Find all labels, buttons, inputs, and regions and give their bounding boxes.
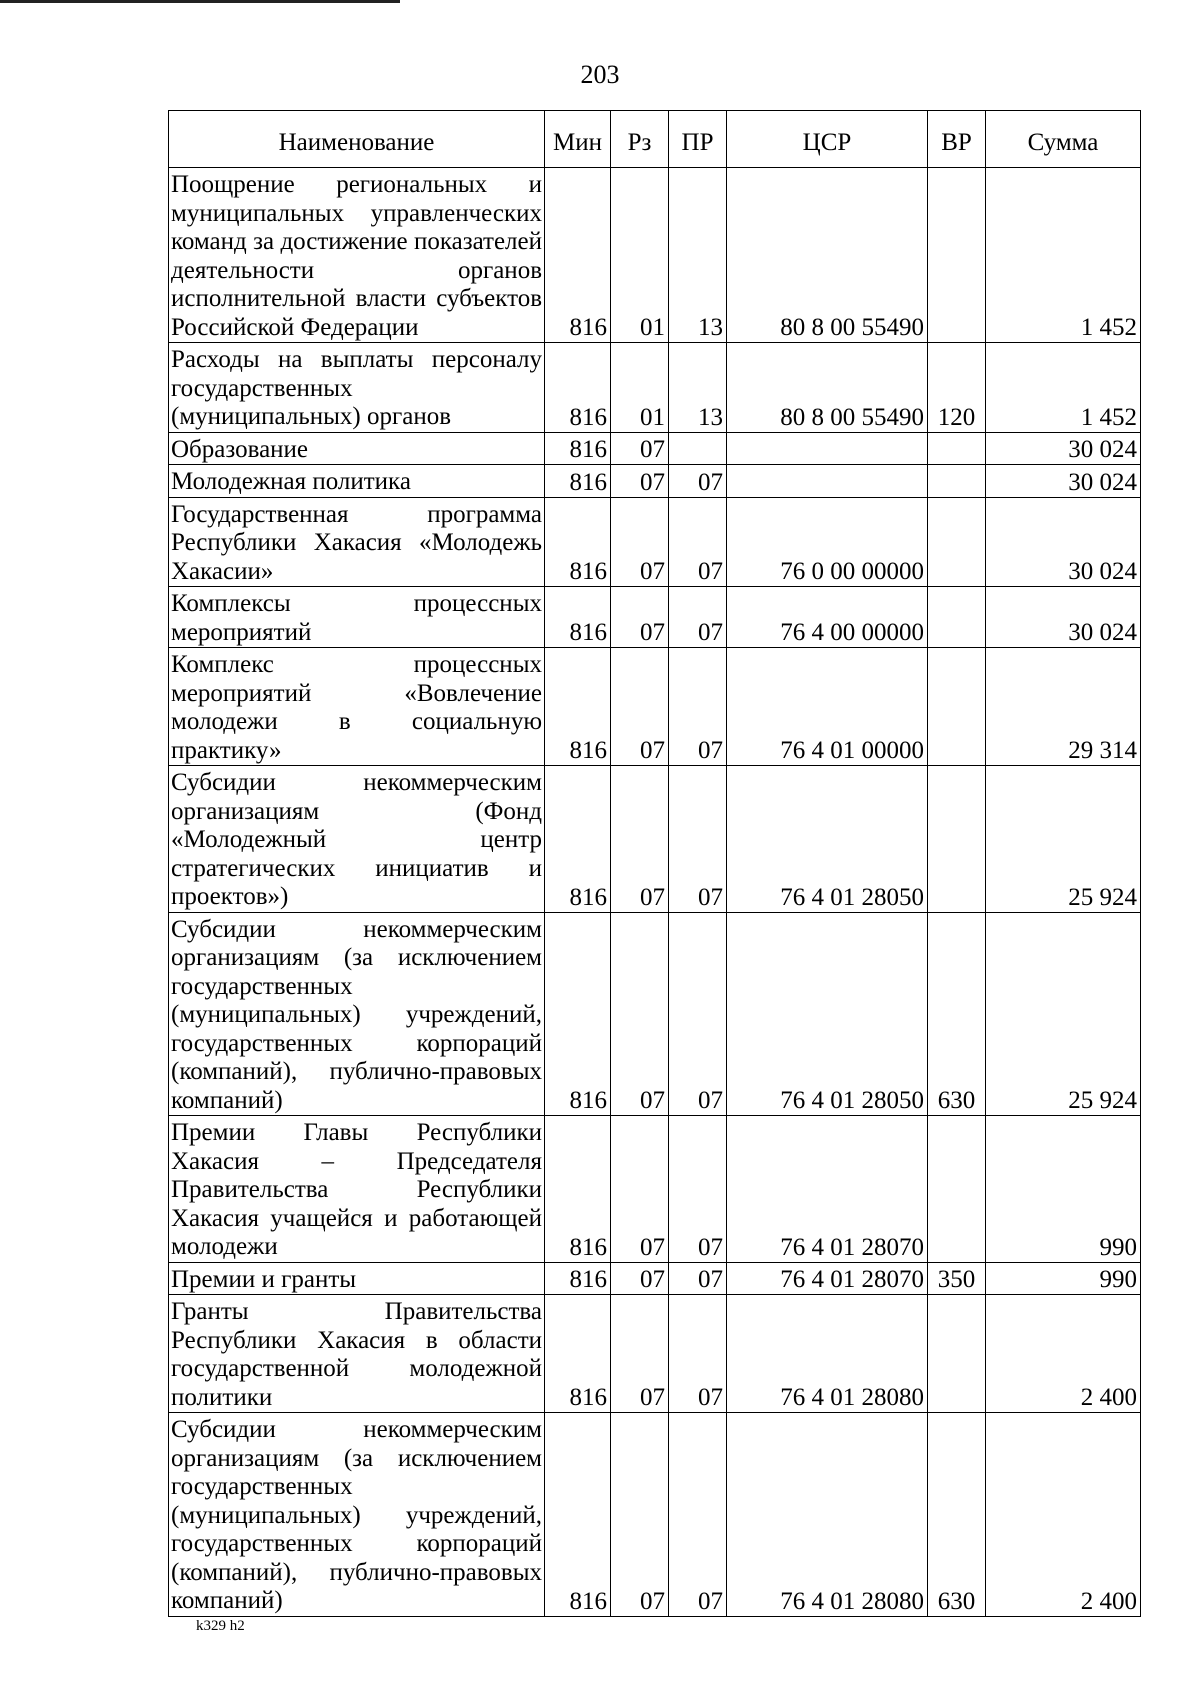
table-row	[169, 1116, 1141, 1263]
row-vr: 120	[928, 343, 986, 433]
col-header-vr: ВР	[928, 111, 986, 168]
row-csr: 76 4 01 28050	[727, 766, 928, 913]
footer-code: k329 h2	[196, 1618, 245, 1634]
row-rz: 07	[611, 432, 669, 465]
row-csr: 76 4 01 28080	[727, 1413, 928, 1617]
col-header-min: Мин	[545, 111, 611, 168]
row-rz: 01	[611, 343, 669, 433]
row-rz: 07	[611, 912, 669, 1116]
table-row	[169, 497, 1141, 587]
row-name: Субсидии некоммерческим организациям (за исключением государственных (муниципальных) учреждений, государственных корпораций (компаний), публично-правовых компаний)	[169, 912, 545, 1116]
row-name: Комплексы процессных мероприятий	[169, 587, 545, 648]
row-pr	[669, 432, 727, 465]
row-csr: 76 4 01 28070	[727, 1116, 928, 1263]
table-row	[169, 1262, 1141, 1295]
table-row	[169, 1295, 1141, 1413]
row-pr: 07	[669, 912, 727, 1116]
row-min: 816	[545, 1413, 611, 1617]
col-header-name: Наименование	[169, 111, 545, 168]
row-sum: 30 024	[986, 497, 1141, 587]
row-csr: 76 4 01 28080	[727, 1295, 928, 1413]
table-row	[169, 1413, 1141, 1617]
row-name: Образование	[169, 432, 545, 465]
row-sum: 1 452	[986, 343, 1141, 433]
row-pr: 07	[669, 587, 727, 648]
col-header-sum: Сумма	[986, 111, 1141, 168]
row-pr: 07	[669, 1295, 727, 1413]
row-min: 816	[545, 648, 611, 766]
row-min: 816	[545, 1262, 611, 1295]
row-sum: 30 024	[986, 432, 1141, 465]
row-pr: 07	[669, 497, 727, 587]
table-row	[169, 766, 1141, 913]
row-vr	[928, 465, 986, 498]
budget-table	[168, 110, 1141, 1617]
row-rz: 07	[611, 648, 669, 766]
row-name: Субсидии некоммерческим организациям (Фонд «Молодежный центр стратегических инициатив и проектов»)	[169, 766, 545, 913]
row-sum: 990	[986, 1262, 1141, 1295]
row-rz: 07	[611, 587, 669, 648]
row-name: Субсидии некоммерческим организациям (за исключением государственных (муниципальных) учреждений, государственных корпораций (компаний), публично-правовых компаний)	[169, 1413, 545, 1617]
row-sum: 25 924	[986, 766, 1141, 913]
table-row	[169, 343, 1141, 433]
row-name: Государственная программа Республики Хакасия «Молодежь Хакасии»	[169, 497, 545, 587]
row-csr: 76 4 01 28070	[727, 1262, 928, 1295]
row-rz: 07	[611, 465, 669, 498]
table-row	[169, 587, 1141, 648]
row-rz: 07	[611, 766, 669, 913]
row-pr: 07	[669, 465, 727, 498]
row-pr: 13	[669, 343, 727, 433]
col-header-csr: ЦСР	[727, 111, 928, 168]
row-rz: 07	[611, 1295, 669, 1413]
row-min: 816	[545, 587, 611, 648]
row-rz: 07	[611, 1413, 669, 1617]
row-vr	[928, 1116, 986, 1263]
row-min: 816	[545, 465, 611, 498]
row-csr: 76 0 00 00000	[727, 497, 928, 587]
table-row	[169, 648, 1141, 766]
row-vr: 350	[928, 1262, 986, 1295]
row-csr	[727, 432, 928, 465]
row-min: 816	[545, 1295, 611, 1413]
row-min: 816	[545, 1116, 611, 1263]
row-csr	[727, 465, 928, 498]
row-sum: 30 024	[986, 587, 1141, 648]
row-csr: 76 4 01 28050	[727, 912, 928, 1116]
row-csr: 80 8 00 55490	[727, 168, 928, 343]
row-csr: 76 4 01 00000	[727, 648, 928, 766]
row-pr: 07	[669, 1413, 727, 1617]
row-min: 816	[545, 497, 611, 587]
row-sum: 1 452	[986, 168, 1141, 343]
page-number: 203	[580, 60, 620, 89]
row-vr	[928, 1295, 986, 1413]
row-pr: 07	[669, 1262, 727, 1295]
row-vr	[928, 648, 986, 766]
row-csr: 80 8 00 55490	[727, 343, 928, 433]
row-name: Комплекс процессных мероприятий «Вовлечение молодежи в социальную практику»	[169, 648, 545, 766]
row-name: Премии и гранты	[169, 1262, 545, 1295]
row-name: Расходы на выплаты персоналу государственных (муниципальных) органов	[169, 343, 545, 433]
row-sum: 29 314	[986, 648, 1141, 766]
row-name: Поощрение региональных и муниципальных управленческих команд за достижение показателей деятельности органов исполнительной власти субъектов Российской Федерации	[169, 168, 545, 343]
table-row	[169, 912, 1141, 1116]
table-row	[169, 432, 1141, 465]
row-rz: 01	[611, 168, 669, 343]
row-min: 816	[545, 168, 611, 343]
row-min: 816	[545, 432, 611, 465]
row-csr: 76 4 00 00000	[727, 587, 928, 648]
col-header-rz: Рз	[611, 111, 669, 168]
row-sum: 25 924	[986, 912, 1141, 1116]
header-row	[169, 111, 1141, 168]
row-pr: 07	[669, 766, 727, 913]
row-vr	[928, 766, 986, 913]
row-name: Премии Главы Республики Хакасия – Председателя Правительства Республики Хакасия учащейся и работающей молодежи	[169, 1116, 545, 1263]
row-sum: 30 024	[986, 465, 1141, 498]
table-row	[169, 465, 1141, 498]
row-min: 816	[545, 912, 611, 1116]
row-pr: 13	[669, 168, 727, 343]
row-rz: 07	[611, 1116, 669, 1263]
row-pr: 07	[669, 1116, 727, 1263]
row-name: Гранты Правительства Республики Хакасия в области государственной молодежной политики	[169, 1295, 545, 1413]
row-vr: 630	[928, 1413, 986, 1617]
row-rz: 07	[611, 497, 669, 587]
col-header-pr: ПР	[669, 111, 727, 168]
row-rz: 07	[611, 1262, 669, 1295]
top-edge-line	[0, 0, 400, 3]
row-min: 816	[545, 343, 611, 433]
row-sum: 990	[986, 1116, 1141, 1263]
row-vr	[928, 497, 986, 587]
row-sum: 2 400	[986, 1413, 1141, 1617]
row-pr: 07	[669, 648, 727, 766]
row-vr	[928, 168, 986, 343]
row-min: 816	[545, 766, 611, 913]
row-name: Молодежная политика	[169, 465, 545, 498]
row-vr	[928, 432, 986, 465]
row-vr	[928, 587, 986, 648]
row-sum: 2 400	[986, 1295, 1141, 1413]
table-row	[169, 168, 1141, 343]
row-vr: 630	[928, 912, 986, 1116]
